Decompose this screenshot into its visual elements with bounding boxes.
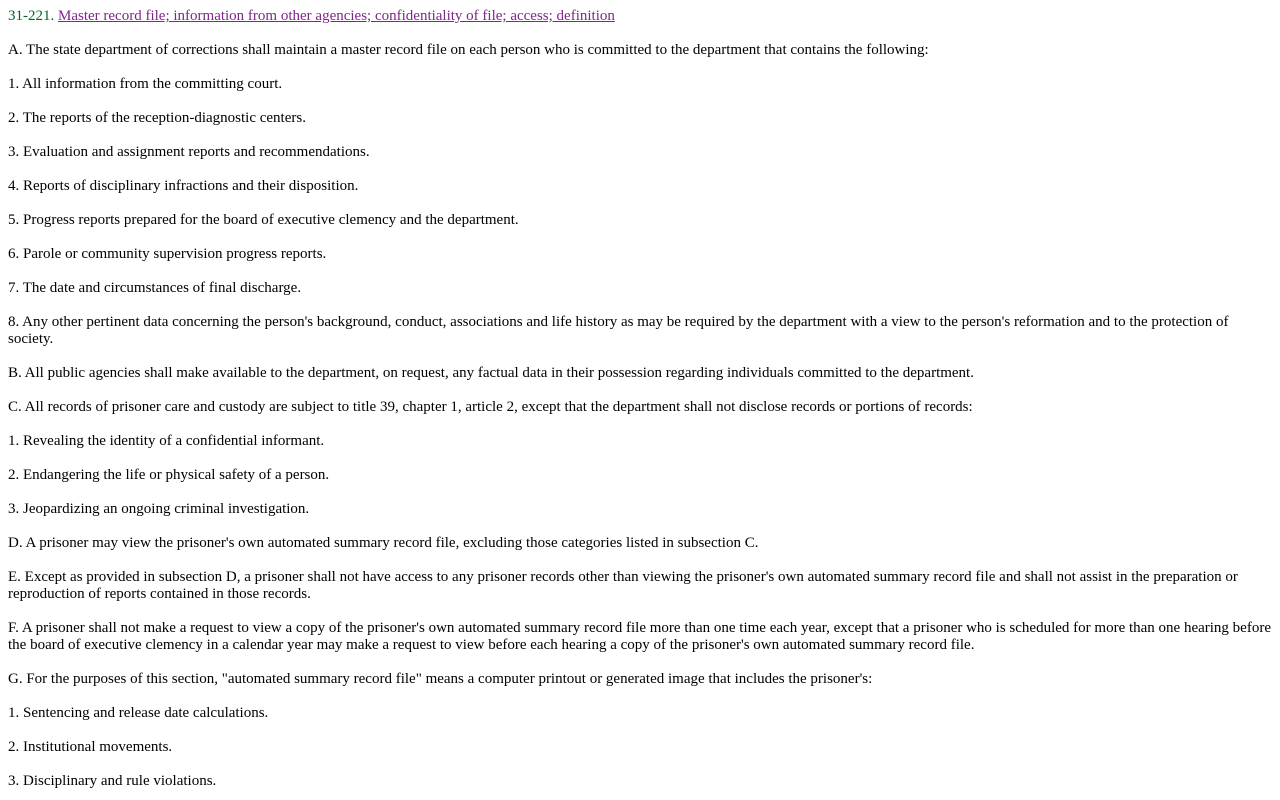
statute-number: 31-221. — [8, 8, 55, 24]
statute-paragraph-c3: 3. Jeopardizing an ongoing criminal investigation. — [8, 501, 310, 517]
statute-paragraph-g2: 2. Institutional movements. — [8, 739, 173, 755]
statute-paragraph-d: D. A prisoner may view the prisoner's own automated summary record file, excluding those categories listed in subsection C. — [8, 535, 759, 551]
statute-paragraph-e: E. Except as provided in subsection D, a prisoner shall not have access to any prisoner records other than viewing the prisoner's own automated summary record file and shall not assist in the preparation or reproduction of reports contained in those records. — [8, 569, 1238, 602]
statute-paragraph-c: C. All records of prisoner care and custody are subject to title 39, chapter 1, article 2, except that the department shall not disclose records or portions of records: — [8, 399, 973, 415]
statute-paragraph-a8: 8. Any other pertinent data concerning the person's background, conduct, associations and life history as may be required by the department with a view to the person's reformation and to the protection of society. — [8, 314, 1229, 347]
statute-paragraph-a7: 7. The date and circumstances of final discharge. — [8, 280, 302, 296]
statute-paragraph-a5: 5. Progress reports prepared for the board of executive clemency and the department. — [8, 212, 519, 228]
statute-paragraph-f: F. A prisoner shall not make a request to view a copy of the prisoner's own automated summary record file more than one time each year, except that a prisoner who is scheduled for more than one hearing before the board of executive clemency in a calendar year may make a request to view before each hearing a copy of the prisoner's own automated summary record file. — [8, 620, 1271, 653]
statute-title-link[interactable]: Master record file; information from other agencies; confidentiality of file; access; definition — [58, 8, 615, 24]
statute-paragraph-a6: 6. Parole or community supervision progress reports. — [8, 246, 327, 262]
statute-paragraph-c2: 2. Endangering the life or physical safety of a person. — [8, 467, 330, 483]
statute-paragraph-b: B. All public agencies shall make available to the department, on request, any factual data in their possession regarding individuals committed to the department. — [8, 365, 974, 381]
statute-paragraph-g: G. For the purposes of this section, "automated summary record file" means a computer printout or generated image that includes the prisoner's: — [8, 671, 873, 687]
statute-paragraph-a2: 2. The reports of the reception-diagnostic centers. — [8, 110, 306, 126]
statute-body — [8, 42, 1272, 790]
statute-paragraph-a: A. The state department of corrections shall maintain a master record file on each person who is committed to the department that contains the following: — [8, 42, 929, 58]
statute-paragraph-a1: 1. All information from the committing court. — [8, 76, 283, 92]
statute-paragraph-g3: 3. Disciplinary and rule violations. — [8, 773, 217, 789]
statute-paragraph-c1: 1. Revealing the identity of a confidential informant. — [8, 433, 325, 449]
statute-paragraph-a4: 4. Reports of disciplinary infractions and their disposition. — [8, 178, 359, 194]
statute-heading — [8, 8, 1272, 25]
statute-paragraph-a3: 3. Evaluation and assignment reports and recommendations. — [8, 144, 370, 160]
statute-paragraph-g1: 1. Sentencing and release date calculations. — [8, 705, 269, 721]
